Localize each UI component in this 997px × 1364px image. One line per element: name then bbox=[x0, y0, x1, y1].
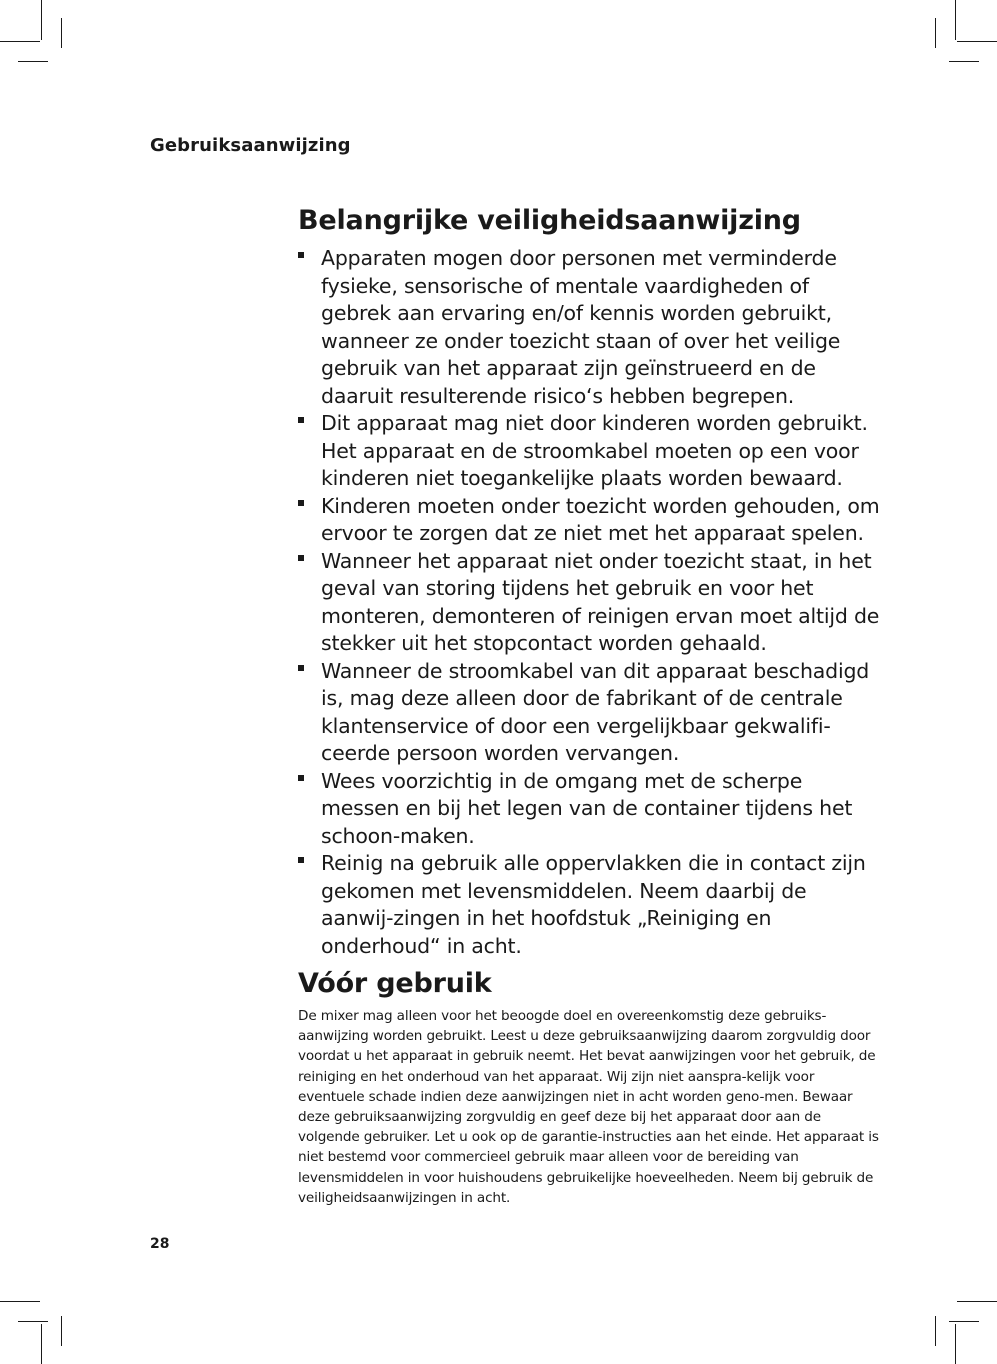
bullet-icon bbox=[298, 775, 304, 781]
crop-mark bbox=[61, 18, 62, 48]
crop-mark bbox=[0, 41, 40, 42]
crop-mark bbox=[61, 1316, 62, 1346]
crop-mark bbox=[935, 1316, 936, 1346]
before-use-heading: Vóór gebruik bbox=[298, 968, 492, 999]
safety-item bbox=[298, 245, 880, 410]
crop-mark bbox=[18, 61, 48, 62]
bullet-icon bbox=[298, 555, 304, 561]
bullet-icon bbox=[298, 665, 304, 671]
safety-item-text: Wees voorzichtig in de omgang met de scherpe messen en bij het legen van de container tijdens het schoon-maken. bbox=[321, 768, 853, 848]
bullet-icon bbox=[298, 857, 304, 863]
running-head: Gebruiksaanwijzing bbox=[150, 135, 351, 156]
safety-item-text: Apparaten mogen door personen met verminderde fysieke, sensorische of mentale vaardigheden of gebrek aan ervaring en/of kennis worden gebruikt, wanneer ze onder toezicht staan of over het veilige gebruik van het apparaat zijn geïnstrueerd en de daaruit resulterende risico‘s hebben begrepen. bbox=[321, 246, 841, 408]
crop-mark bbox=[949, 1321, 979, 1322]
crop-mark bbox=[0, 1301, 40, 1302]
safety-item-text: Dit apparaat mag niet door kinderen worden gebruikt. Het apparaat en de stroomkabel moeten op een voor kinderen niet toegankelijke plaats worden bewaard. bbox=[321, 411, 868, 490]
safety-item bbox=[298, 548, 880, 658]
safety-item bbox=[298, 658, 880, 768]
safety-heading: Belangrijke veiligheidsaanwijzing bbox=[298, 205, 801, 236]
crop-mark bbox=[949, 61, 979, 62]
safety-item-text: Wanneer de stroomkabel van dit apparaat beschadigd is, mag deze alleen door de fabrikant of de centrale klantenservice of door een vergelijkbaar gekwalifi-ceerde persoon worden vervangen. bbox=[321, 658, 870, 765]
safety-item bbox=[298, 410, 880, 493]
bullet-icon bbox=[298, 417, 304, 423]
crop-mark bbox=[955, 1324, 956, 1364]
crop-mark bbox=[935, 18, 936, 48]
crop-mark bbox=[18, 1321, 48, 1322]
safety-item-text: Reinig na gebruik alle oppervlakken die in contact zijn gekomen met levensmiddelen. Neem daarbij de aanwij-zingen in het hoofdstuk „Reiniging en onderhoud“ in acht. bbox=[321, 851, 866, 958]
crop-mark bbox=[41, 1324, 42, 1364]
safety-item bbox=[298, 850, 880, 960]
page-content bbox=[298, 203, 880, 1208]
safety-item bbox=[298, 493, 880, 548]
safety-list bbox=[298, 245, 880, 960]
bullet-icon bbox=[298, 500, 304, 506]
safety-item-text: Wanneer het apparaat niet onder toezicht staat, in het geval van storing tijdens het gebruik en voor het monteren, demonteren of reinigen ervan moet altijd de stekker uit het stopcontact worden gehaald. bbox=[321, 548, 880, 655]
safety-item-text: Kinderen moeten onder toezicht worden gehouden, om ervoor te zorgen dat ze niet met het apparaat spelen. bbox=[321, 493, 880, 545]
safety-item bbox=[298, 768, 880, 851]
crop-mark bbox=[957, 41, 997, 42]
page-number: 28 bbox=[150, 1236, 170, 1252]
crop-mark bbox=[955, 0, 956, 40]
bullet-icon bbox=[298, 252, 304, 258]
crop-mark bbox=[41, 0, 42, 40]
before-use-paragraph: De mixer mag alleen voor het beoogde doel en overeenkomstig deze gebruiks-aanwijzing worden gebruikt. Leest u deze gebruiksaanwijzing daarom zorgvuldig door voordat u het apparaat in gebruik neemt. Het bevat aanwijzingen voor het gebruik, de reiniging en het onderhoud van het apparaat. Wij zijn niet aanspra-kelijk voor eventuele schade indien deze aanwijzingen niet in acht worden geno-men. Bewaar deze gebruiksaanwijzing zorgvuldig en geef deze bij het apparaat door aan de volgende gebruiker. Let u ook op de garantie-instructies aan het einde. Het apparaat is niet bestemd voor commercieel gebruik maar alleen voor de bereiding van levensmiddelen in voor huishoudens gebruikelijke hoeveelheden. Neem bij gebruik de veiligheidsaanwijzingen in acht. bbox=[298, 1008, 879, 1206]
crop-mark bbox=[957, 1301, 997, 1302]
